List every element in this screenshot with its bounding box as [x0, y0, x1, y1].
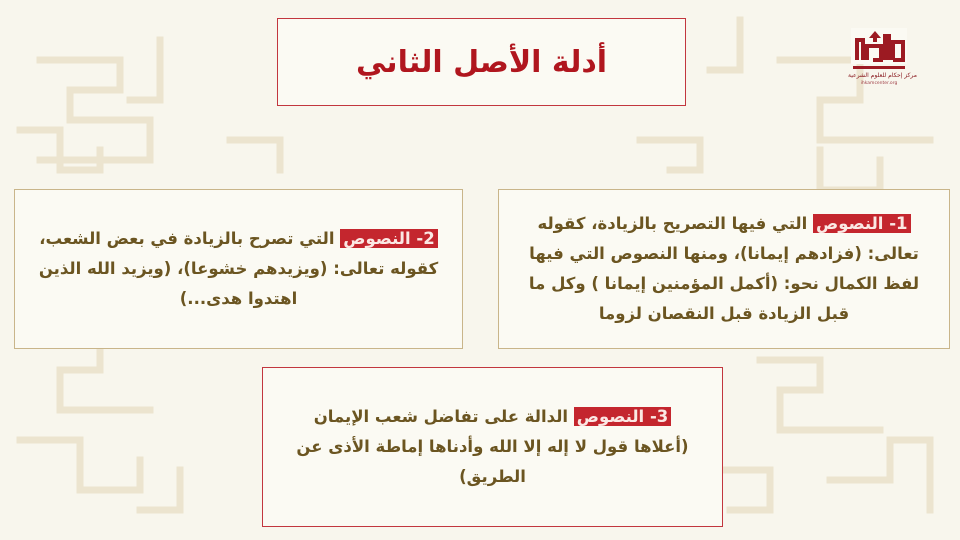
- card-1-keyword-highlight: [813, 214, 910, 233]
- card-2-body: التي تصرح بالزيادة في بعض الشعب، كقوله تعالى: (ويزيدهم خشوعا)، (ويزيد الله الذين اهتدوا هدى...): [38, 229, 439, 308]
- page-title: أدلة الأصل الثاني: [355, 44, 608, 80]
- evidence-card-1: [498, 189, 950, 349]
- logo-subtitle: مركز إحكام للعلوم الشرعية: [848, 72, 917, 79]
- evidence-card-3-text: [285, 402, 700, 492]
- card-3-body: الدالة على تفاضل شعب الإيمان (أعلاها قول لا إله إلا الله وأدناها إماطة الأذى عن الطريق): [296, 407, 689, 486]
- evidence-card-2-text: [33, 224, 444, 314]
- card-3-keyword: النصوص: [576, 407, 645, 426]
- evidence-card-3: [262, 367, 723, 527]
- card-1-body: التي فيها التصريح بالزيادة، كقوله تعالى: (فزادهم إيمانا)، ومنها النصوص التي فيها لفظ الكمال نحو: (أكمل المؤمنين إيمانا ) وكل ما قبل الزيادة قبل النقصان لزوما: [528, 214, 920, 323]
- card-1-keyword: النصوص: [816, 214, 884, 233]
- title-box: [277, 18, 686, 106]
- logo-tagline: ihkamcenter.org: [860, 81, 898, 86]
- logo: [848, 26, 917, 92]
- card-2-number: 2-: [416, 229, 435, 248]
- card-2-keyword: النصوص: [343, 229, 411, 248]
- card-1-number: 1-: [889, 214, 908, 233]
- evidence-card-1-text: [515, 209, 933, 329]
- card-2-keyword-highlight: [340, 229, 437, 248]
- card-3-keyword-highlight: [574, 407, 671, 426]
- card-3-number: 3-: [649, 407, 669, 426]
- evidence-card-2: [14, 189, 463, 349]
- logo-emblem: [849, 26, 909, 72]
